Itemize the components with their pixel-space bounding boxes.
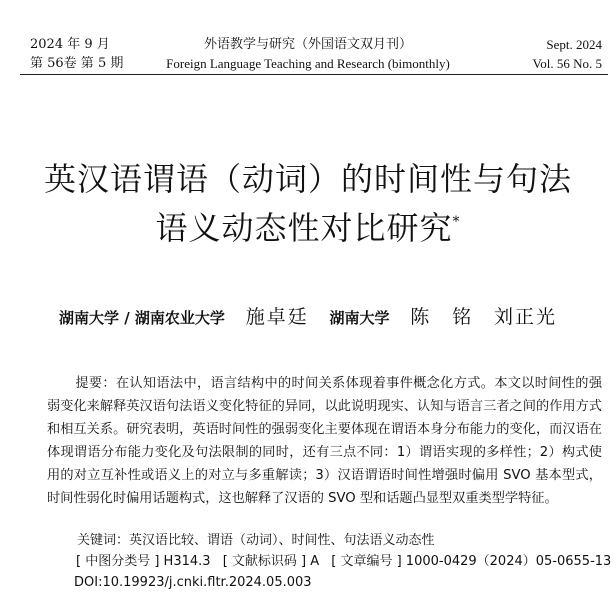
document-code: [ 文献标识码 ] A [222,554,320,569]
header-right [533,35,602,73]
author-name-3: 刘正光 [493,306,557,328]
keywords [77,531,435,551]
abstract-text: 在认知语法中，语言结构中的时间关系体现着事件概念化方式。本文以时间性的强弱变化来解释英汉语句法语义变化特征的异同，以此说明现实、认知与语言三者之间的作用方式和相互关系。研究表明，英语时间性的强弱变化主要体现在谓语本身分布能力的变化，而汉语在体现谓语分布能力变化及句法限制的同时，还有三点不同：1）谓语实现的多样性；2）构式使用的对立互补性或语义上的对立与多重解读；3）汉语谓语时间性增强时偏用 SVO 基本型式，时间性弱化时偏用话题构式，这也解释了汉语的 SVO 型和话题凸显型双重类型学特征。 [47,376,603,506]
article-number: [ 文章编号 ] 1000-0429（2024）05-0655-13 [331,554,612,569]
abstract-label: 提要： [75,376,116,391]
header-volume-en: Vol. 56 No. 5 [532,56,602,71]
header-volume-issue: 第 56卷 第 5 期 [30,56,124,71]
paper-title-line1 [0,157,616,201]
affiliation-1: 湖南大学 / 湖南农业大学 [59,309,225,327]
classification-line [76,552,611,572]
title-text-line2: 语义动态性对比研究 [155,209,453,247]
author-line [0,303,616,332]
header-date: 2024 年 9 月 [30,37,110,52]
keywords-label: 关键词： [77,533,130,548]
author-name-1: 施卓廷 [245,306,309,328]
paper-title-line2 [0,206,616,250]
header-center [0,35,616,73]
header-date-en: Sept. 2024 [546,37,602,52]
abstract [47,372,602,510]
author-name-2: 陈 铭 [410,306,474,328]
title-footnote-mark: * [452,214,461,230]
clc-number: [ 中图分类号 ] H314.3 [76,554,211,569]
header-divider [20,74,608,75]
affiliation-2: 湖南大学 [329,309,390,327]
keywords-text: 英汉语比较、谓语（动词）、时间性、句法语义动态性 [129,533,435,548]
journal-name-en: Foreign Language Teaching and Research (bimonthly) [166,56,450,71]
doi: DOI:10.19923/j.cnki.fltr.2024.05.003 [74,575,312,590]
title-text-line1: 英汉语谓语（动词）的时间性与句法 [43,160,572,198]
journal-name-cn: 外语教学与研究（外国语文双月刊） [203,37,412,52]
